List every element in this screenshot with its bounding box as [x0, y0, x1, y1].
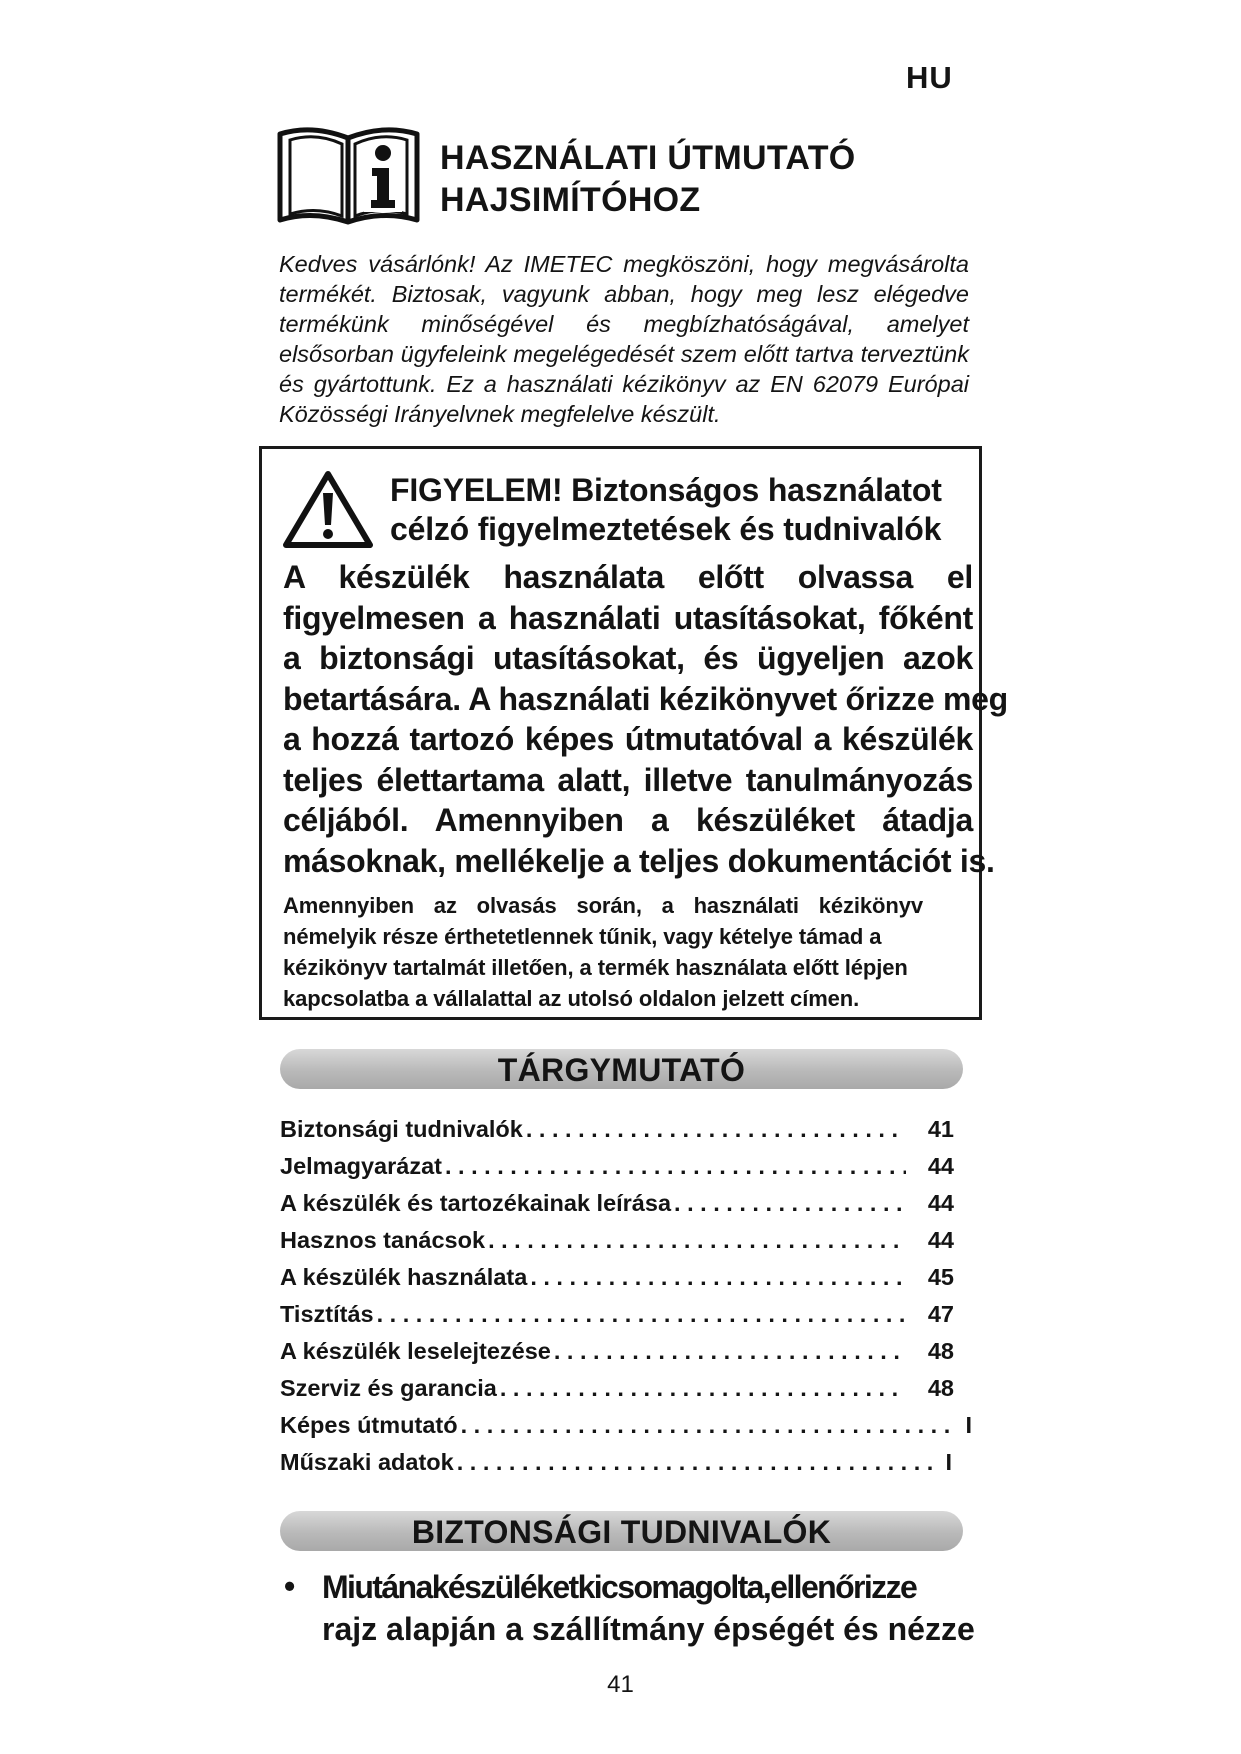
title-line-1: HASZNÁLATI ÚTMUTATÓ: [440, 139, 856, 177]
warning-box: [259, 446, 1008, 1020]
toc-item-label: A készülék használata: [280, 1264, 528, 1290]
toc-item-page: 48: [927, 1375, 954, 1401]
warning-body-line: másoknak, mellékelje a teljes dokumentációt is.: [283, 842, 995, 879]
warning-note-line: kapcsolatba a vállalattal az utolsó oldalon jelzett címen.: [283, 986, 860, 1011]
toc-item-label: Biztonsági tudnivalók: [280, 1116, 523, 1142]
safety-bullet-line-2: rajz alapján a szállítmány épségét és nézze: [322, 1611, 975, 1647]
warning-note: [283, 890, 983, 1014]
toc-item[interactable]: [280, 1298, 954, 1330]
toc-item-page: 41: [927, 1116, 954, 1142]
toc-item-page: 45: [927, 1264, 954, 1290]
toc-leader: [442, 1150, 906, 1182]
toc-item[interactable]: [280, 1446, 952, 1478]
toc-item[interactable]: [280, 1372, 954, 1404]
safety-heading-banner: [280, 1511, 963, 1551]
warning-triangle-icon: [281, 469, 375, 549]
toc-item-page: 44: [927, 1190, 954, 1216]
title-line-2: HAJSIMÍTÓHOZ: [440, 181, 701, 219]
language-code: HU: [906, 60, 953, 95]
toc-item-label: A készülék leselejtezése: [280, 1338, 551, 1364]
toc-item[interactable]: [280, 1224, 954, 1256]
warning-note-line: kézikönyv tartalmát illetően, a termék használata előtt lépjen: [283, 955, 908, 980]
toc-item[interactable]: [280, 1409, 972, 1441]
toc-item-label: Hasznos tanácsok: [280, 1227, 486, 1253]
warning-body-line: a hozzá tartozó képes útmutatóval a készülék: [283, 721, 973, 757]
warning-note-line: Amennyiben az olvasás során, a használati kézikönyv: [283, 893, 923, 918]
toc-item-label: Műszaki adatok: [280, 1449, 454, 1475]
toc-leader: [551, 1335, 906, 1367]
toc-item[interactable]: [280, 1335, 954, 1367]
warning-note-line: némelyik része érthetetlennek tűnik, vagy kételye támad a: [283, 924, 882, 949]
warning-body: [283, 557, 1008, 881]
page-number: 41: [607, 1671, 634, 1698]
toc-leader: [497, 1372, 906, 1404]
toc-item-label: Jelmagyarázat: [280, 1153, 442, 1179]
bullet-marker: •: [284, 1568, 296, 1604]
info-book-icon: [276, 126, 421, 228]
toc-leader: [527, 1261, 906, 1293]
toc-item[interactable]: [280, 1113, 954, 1145]
warning-body-line: betartására. A használati kézikönyvet őrizze meg: [283, 680, 1008, 717]
toc-item-page: 48: [927, 1338, 954, 1364]
safety-bullet-line-1: Miutánakészüléketkicsomagolta,ellenőrizze: [322, 1569, 917, 1605]
warning-body-line: céljából. Amennyiben a készüléket átadja: [283, 802, 973, 838]
toc-leader: [458, 1409, 958, 1441]
warning-heading-line-2: célzó figyelmeztetések és tudnivalók: [390, 511, 942, 547]
toc-leader: [671, 1187, 906, 1219]
toc-leader: [485, 1224, 906, 1256]
toc-leader: [374, 1298, 906, 1330]
toc-item[interactable]: [280, 1261, 954, 1293]
warning-body-line: a biztonsági utasításokat, és ügyeljen azok: [283, 640, 973, 676]
toc-item[interactable]: [280, 1187, 954, 1219]
toc-item-page: 47: [927, 1301, 954, 1327]
toc-item-page: I: [965, 1412, 972, 1438]
toc-item-page: 44: [927, 1227, 954, 1253]
toc-item-label: Képes útmutató: [280, 1412, 458, 1438]
warning-heading: [390, 471, 942, 549]
toc-item-page: 44: [927, 1153, 954, 1179]
warning-body-line: teljes élettartama alatt, illetve tanulmányozás: [283, 761, 973, 798]
toc-item[interactable]: [280, 1150, 954, 1182]
toc-heading: TÁRGYMUTATÓ: [497, 1052, 746, 1088]
warning-body-line: A készülék használata előtt olvassa el: [283, 559, 973, 595]
toc-item-label: A készülék és tartozékainak leírása: [280, 1190, 672, 1216]
toc-item-label: Tisztítás: [280, 1301, 374, 1327]
toc-item-page: I: [945, 1449, 952, 1475]
intro-paragraph: Kedves vásárlónk! Az IMETEC megköszöni, hogy megvásárolta termékét. Biztosak, vagyunk abban, hogy meg lesz elégedve termékünk minőségével és megbízhatóságával, amelyet elsősorban ügyfeleink megelégedését szem előtt tartva terveztünk és gyártottunk. Ez a használati kézikönyv az EN 62079 Európai Közösségi Irányelvnek megfelelve készült.: [279, 251, 969, 427]
warning-heading-line-1: FIGYELEM! Biztonságos használatot: [390, 472, 942, 508]
safety-heading: BIZTONSÁGI TUDNIVALÓK: [411, 1514, 832, 1550]
toc-leader: [523, 1113, 906, 1145]
toc-leader: [454, 1446, 938, 1478]
toc-item-label: Szerviz és garancia: [280, 1375, 497, 1401]
page-title: [440, 137, 856, 221]
safety-bullet-text: [322, 1566, 975, 1650]
warning-body-line: figyelmesen a használati utasításokat, főként: [283, 599, 973, 636]
toc-heading-banner: [280, 1049, 963, 1089]
